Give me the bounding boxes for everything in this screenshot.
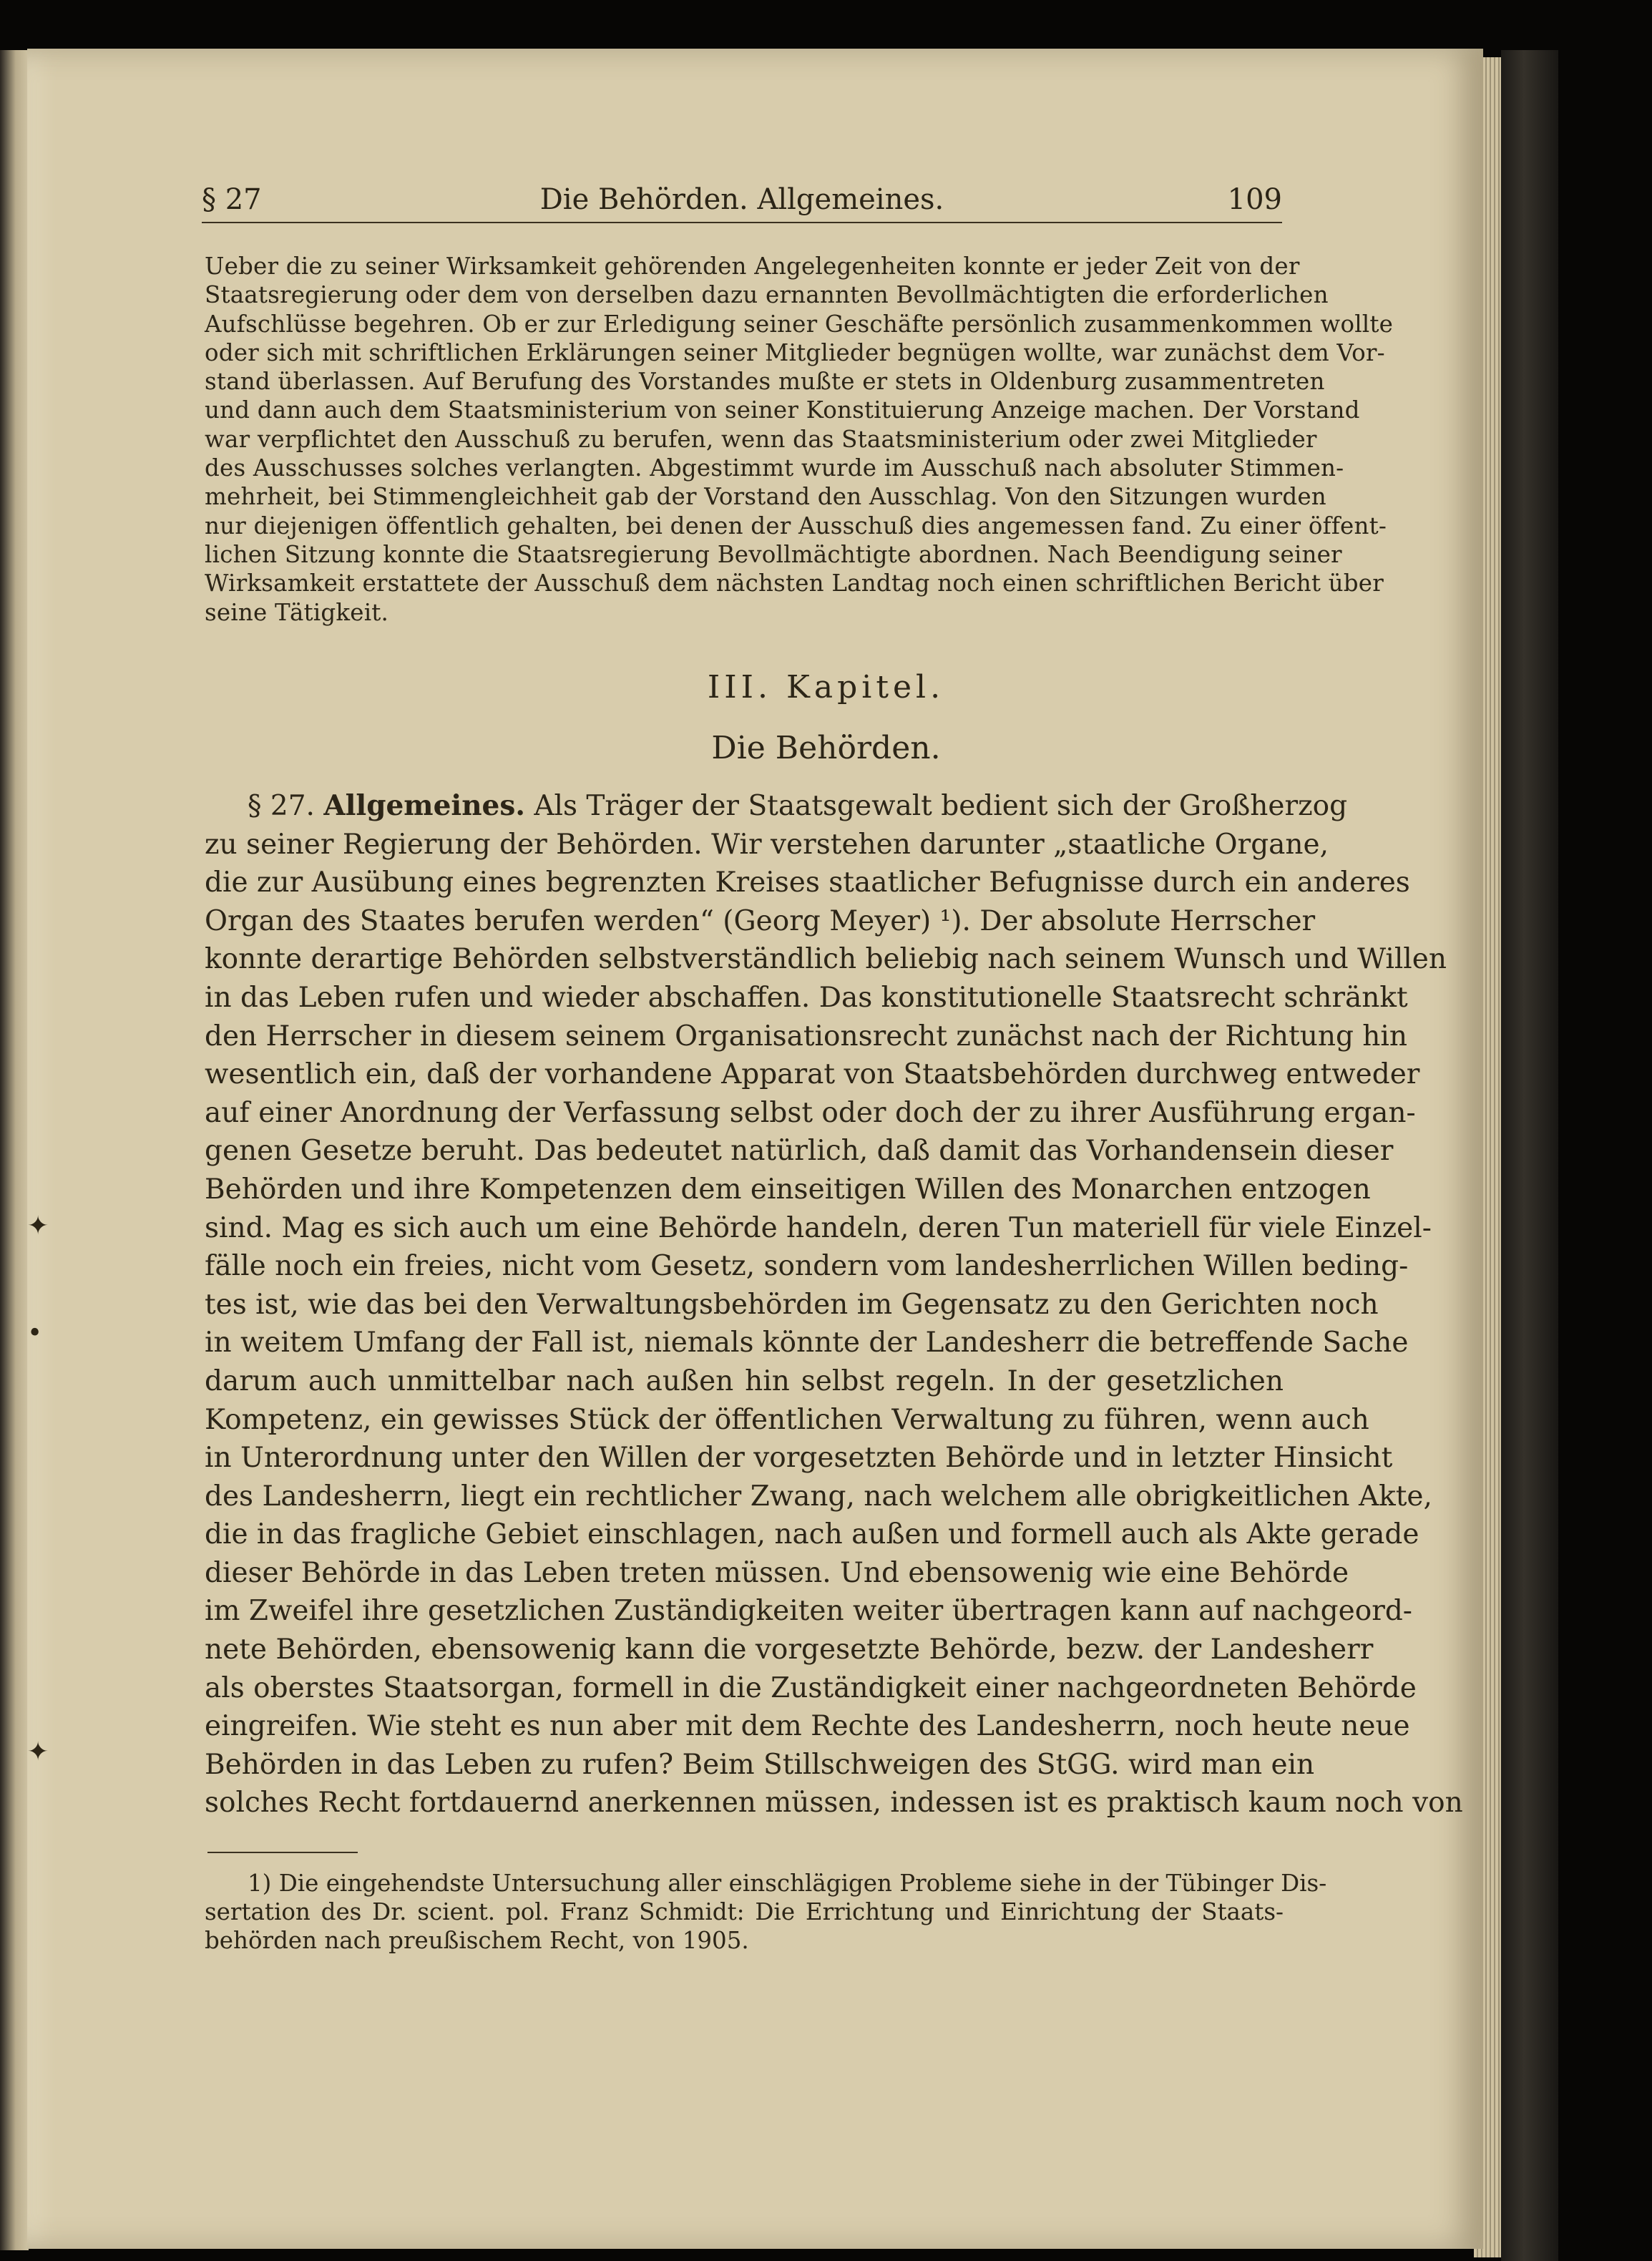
text-line: seine Tätigkeit. <box>205 598 389 626</box>
text-line: Behörden in das Leben zu rufen? Beim Stillschweigen des StGG. wird man ein <box>205 1748 1315 1781</box>
text-line: die in das fragliche Gebiet einschlagen, nach außen und formell auch als Akte gerade <box>205 1518 1419 1551</box>
text-line: Organ des Staates berufen werden“ (Georg Meyer) ¹). Der absolute Herrscher <box>205 904 1316 937</box>
running-header <box>202 177 1282 223</box>
text-line: in das Leben rufen und wieder abschaffen. Das konstitutionelle Staatsrecht schränkt <box>205 981 1408 1014</box>
text-line: fälle noch ein freies, nicht vom Gesetz, sondern vom landesherrlichen Willen beding- <box>205 1250 1409 1283</box>
text-line: solches Recht fortdauernd anerkennen müssen, indessen ist es praktisch kaum noch von <box>205 1787 1463 1820</box>
text-line: genen Gesetze beruht. Das bedeutet natürlich, daß damit das Vorhandensein dieser <box>205 1135 1394 1168</box>
text-line: des Landesherrn, liegt ein rechtlicher Zwang, nach welchem alle obrigkeitlichen Akte, <box>205 1480 1432 1513</box>
text-line: zu seiner Regierung der Behörden. Wir verstehen darunter „staatliche Organe, <box>205 828 1329 861</box>
header-title: Die Behörden. Allgemeines. <box>539 183 944 216</box>
text-line: dieser Behörde in das Leben treten müssen. Und ebensowenig wie eine Behörde <box>205 1556 1349 1589</box>
book-spine-left <box>0 50 29 2250</box>
text-line: konnte derartige Behörden selbstverständlich beliebig nach seinem Wunsch und Willen <box>205 943 1447 976</box>
page-number: 109 <box>1227 183 1282 216</box>
main-paragraph <box>205 787 1463 1822</box>
section-heading: Allgemeines. <box>323 789 525 822</box>
text-line: lichen Sitzung konnte die Staatsregierung Bevollmächtigte abordnen. Nach Beendigung seiner <box>205 540 1342 568</box>
text-line: die zur Ausübung eines begrenzten Kreises staatlicher Befugnisse durch ein anderes <box>205 866 1410 899</box>
footnote-rule <box>207 1852 358 1853</box>
footnote-line: sertation des Dr. scient. pol. Franz Schmidt: Die Errichtung und Einrichtung der Staats- <box>205 1898 1284 1925</box>
chapter-number: III. Kapitel. <box>707 669 945 705</box>
intro-paragraph <box>205 252 1394 627</box>
footnote <box>205 1869 1327 1955</box>
text-line: Behörden und ihre Kompetenzen dem einseitigen Willen des Monarchen entzogen <box>205 1173 1371 1206</box>
text-line: in Unterordnung unter den Willen der vorgesetzten Behörde und in letzter Hinsicht <box>205 1442 1393 1475</box>
text-line: stand überlassen. Auf Berufung des Vorstandes mußte er stets in Oldenburg zusammentreten <box>205 368 1325 396</box>
text-line: und dann auch dem Staatsministerium von seiner Konstituierung Anzeige machen. Der Vorstand <box>205 396 1360 424</box>
text-line: sind. Mag es sich auch um eine Behörde handeln, deren Tun materiell für viele Einzel- <box>205 1211 1432 1244</box>
text-line: nur diejenigen öffentlich gehalten, bei denen der Ausschuß dies angemessen fand. Zu einer öffent- <box>205 512 1387 539</box>
margin-mark: • <box>27 1319 43 1348</box>
book-cover-right <box>1501 50 1558 2261</box>
margin-mark: ✦ <box>27 1211 49 1241</box>
section-first-line <box>205 787 1348 826</box>
text-line: Als Träger der Staatsgewalt bedient sich der Großherzog <box>534 790 1348 822</box>
text-line: Ueber die zu seiner Wirksamkeit gehörenden Angelegenheiten konnte er jeder Zeit von der <box>205 253 1300 280</box>
text-line: als oberstes Staatsorgan, formell in die Zuständigkeit einer nachgeordneten Behörde <box>205 1671 1417 1704</box>
text-line: in weitem Umfang der Fall ist, niemals könnte der Landesherr die betreffende Sache <box>205 1327 1409 1359</box>
text-line: des Ausschusses solches verlangten. Abgestimmt wurde im Ausschuß nach absoluter Stimmen- <box>205 454 1344 482</box>
text-line: den Herrscher in diesem seinem Organisationsrecht zunächst nach der Richtung hin <box>205 1020 1408 1053</box>
text-line: war verpflichtet den Ausschuß zu berufen, wenn das Staatsministerium oder zwei Mitglieder <box>205 425 1317 453</box>
text-line: Aufschlüsse begehren. Ob er zur Erledigung seiner Geschäfte persönlich zusammenkommen wollte <box>205 310 1394 338</box>
header-section: § 27 <box>202 183 262 216</box>
section-label: § 27. <box>248 790 315 822</box>
text-line: Wirksamkeit erstattete der Ausschuß dem nächsten Landtag noch einen schriftlichen Bericht über <box>205 570 1384 597</box>
margin-mark: ✦ <box>27 1737 49 1767</box>
text-line: Kompetenz, ein gewisses Stück der öffentlichen Verwaltung zu führen, wenn auch <box>205 1403 1369 1436</box>
chapter-title: Die Behörden. <box>711 730 941 766</box>
text-line: oder sich mit schriftlichen Erklärungen seiner Mitglieder begnügen wollte, war zunächst dem Vor- <box>205 338 1385 366</box>
text-line: Staatsregierung oder dem von derselben dazu ernannten Bevollmächtigten die erforderlichen <box>205 281 1329 309</box>
footnote-line: behörden nach preußischem Recht, von 1905. <box>205 1927 749 1954</box>
text-line: eingreifen. Wie steht es nun aber mit dem Rechte des Landesherrn, noch heute neue <box>205 1710 1410 1743</box>
text-line: im Zweifel ihre gesetzlichen Zuständigkeiten weiter übertragen kann auf nachgeord- <box>205 1595 1412 1628</box>
text-line: mehrheit, bei Stimmengleichheit gab der Vorstand den Ausschlag. Von den Sitzungen wurden <box>205 483 1326 511</box>
text-line: darum auch unmittelbar nach außen hin selbst regeln. In der gesetzlichen <box>205 1364 1284 1397</box>
text-line: tes ist, wie das bei den Verwaltungsbehörden im Gegensatz zu den Gerichten noch <box>205 1288 1379 1321</box>
text-line: wesentlich ein, daß der vorhandene Apparat von Staatsbehörden durchweg entweder <box>205 1058 1420 1091</box>
text-line: auf einer Anordnung der Verfassung selbst oder doch der zu ihrer Ausführung ergan- <box>205 1096 1416 1129</box>
footnote-line: 1) Die eingehendste Untersuchung aller einschlägigen Probleme siehe in der Tübinger Dis- <box>248 1870 1327 1897</box>
text-line: nete Behörden, ebensowenig kann die vorgesetzte Behörde, bezw. der Landesherr <box>205 1634 1374 1666</box>
